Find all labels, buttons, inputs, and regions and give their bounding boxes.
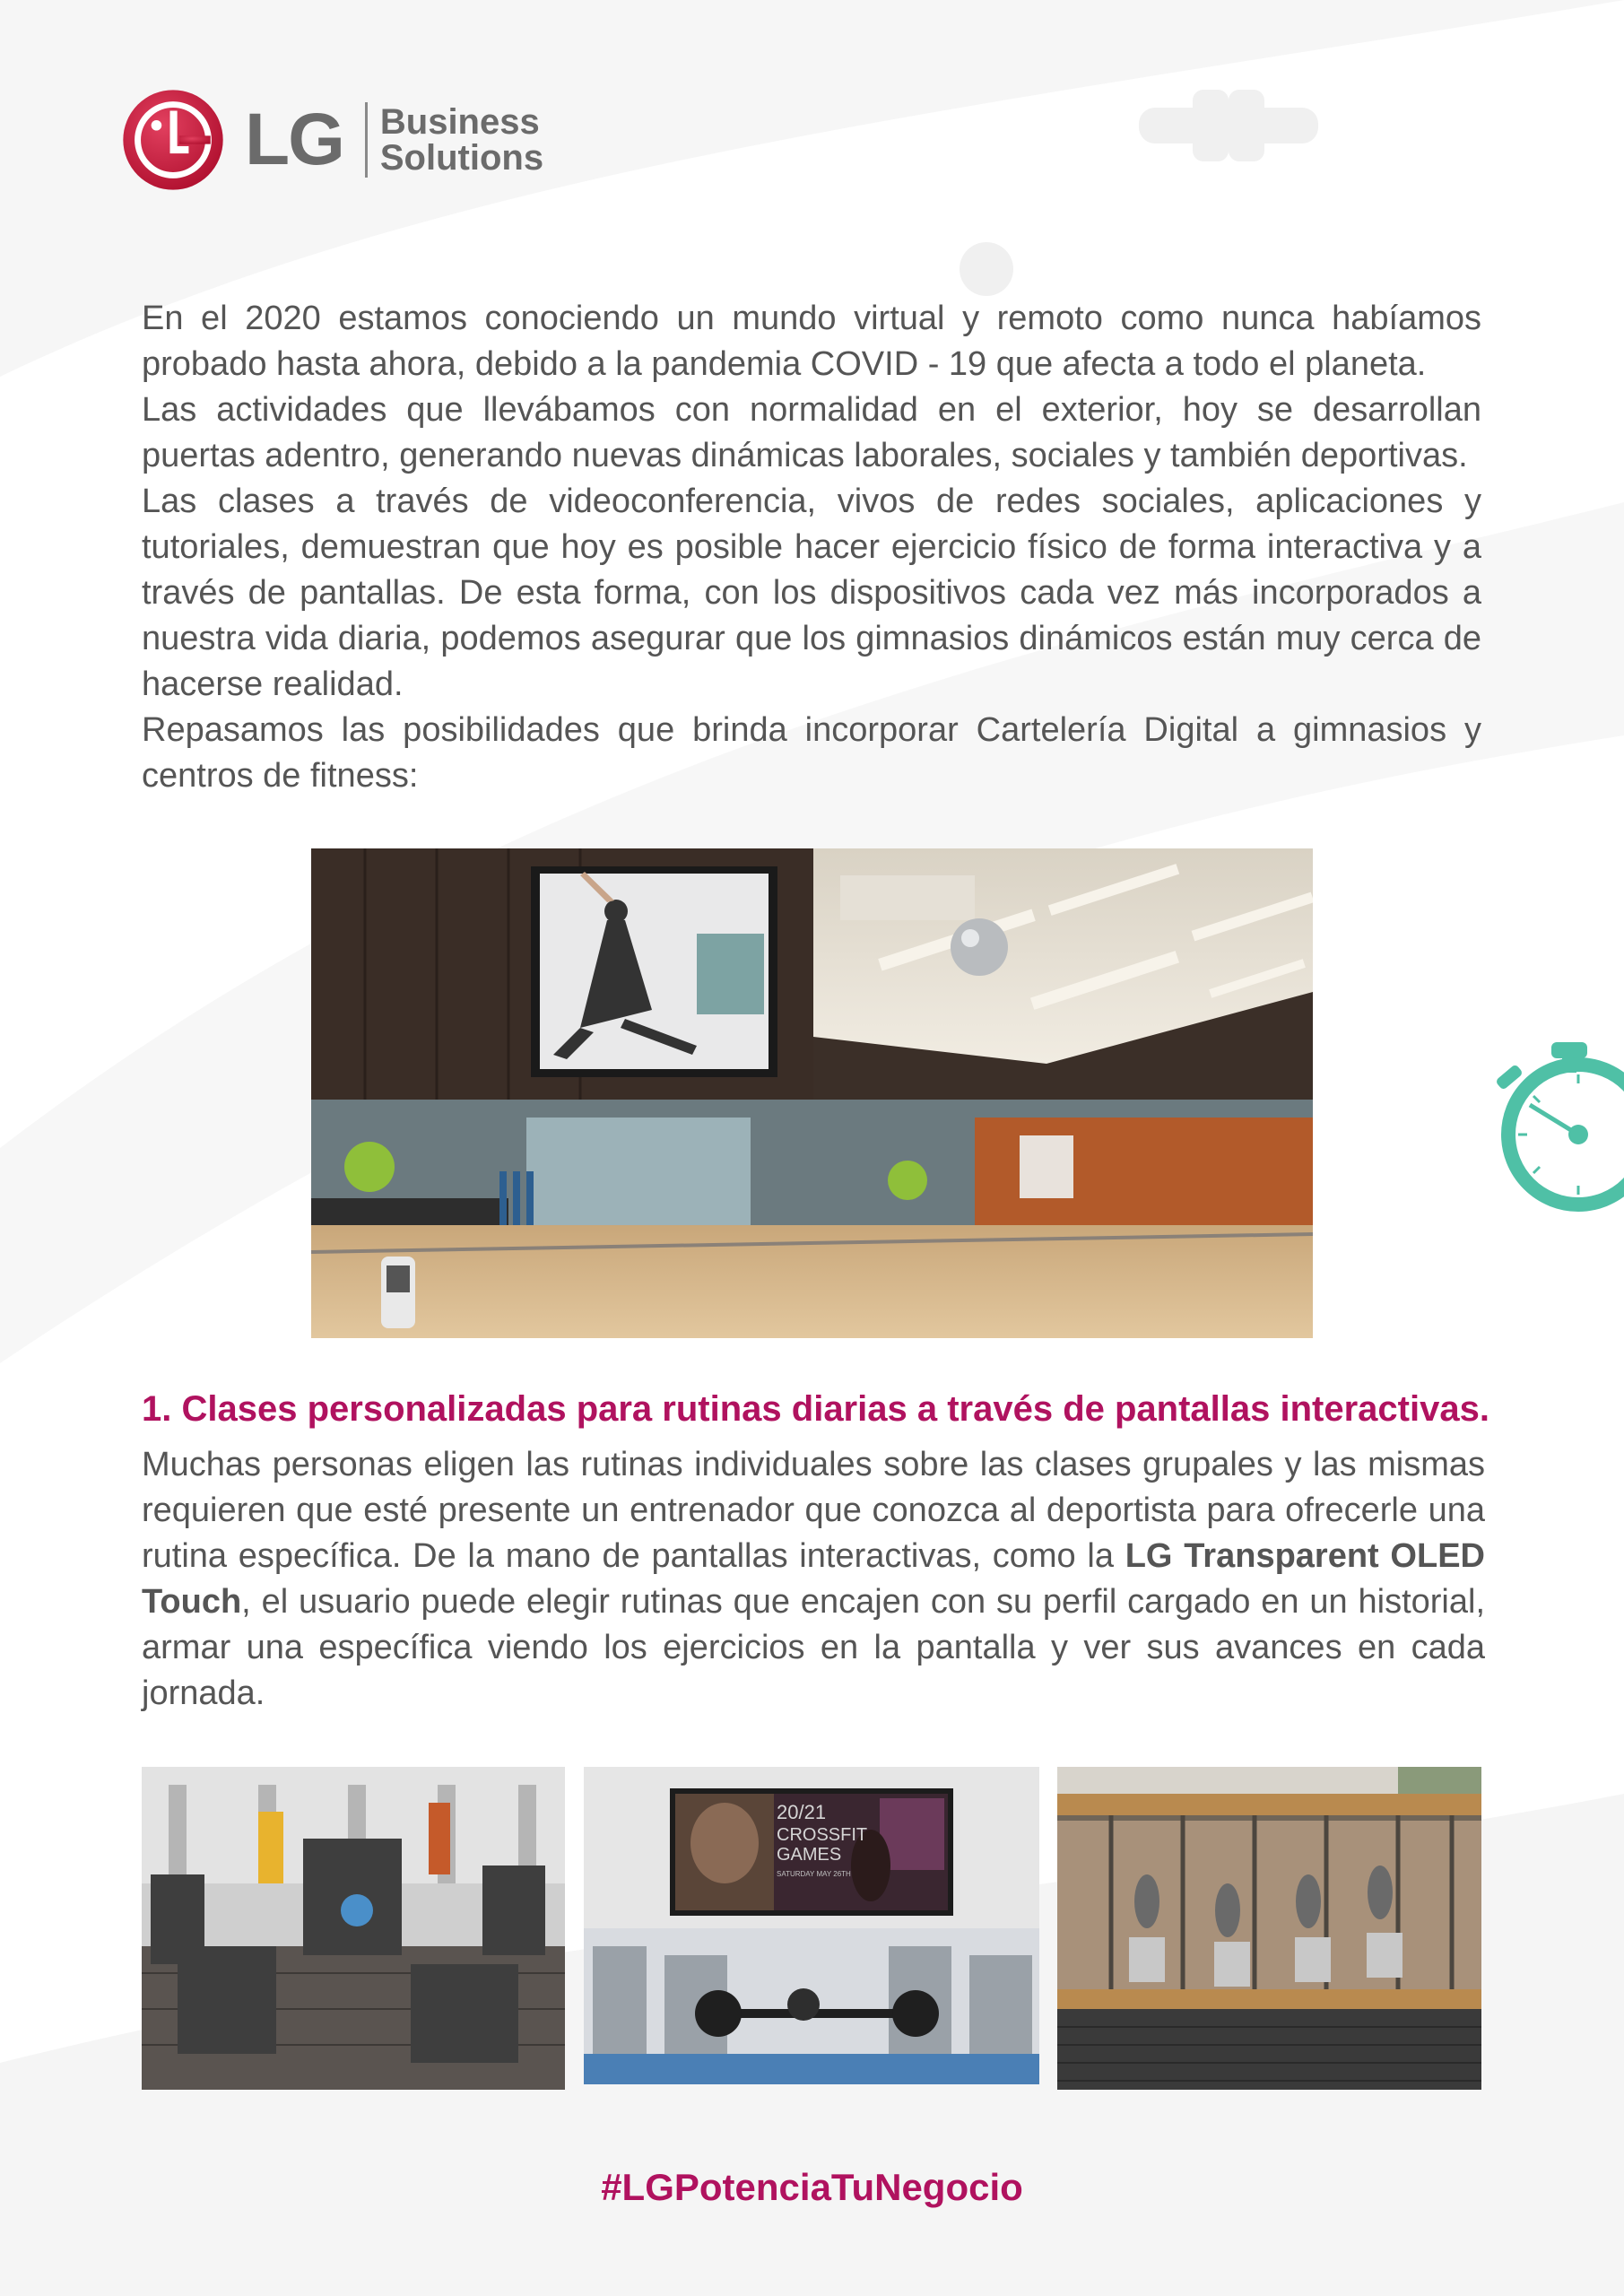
product-name-highlight: LG Transparent OLED Touch xyxy=(142,1537,1485,1621)
section-1-text-end: , el usuario puede elegir rutinas que encajen con su perfil cargado en un historial, armar una específica viendo los ejercicios en la pantalla y ver sus avances en cada jornada. xyxy=(142,1583,1485,1712)
screen-year-text: 20/21 xyxy=(777,1801,827,1823)
lg-face-logo-icon xyxy=(121,88,225,192)
glass-gym-building-image xyxy=(1057,1767,1481,2090)
glass-gym-illustration xyxy=(1057,1767,1481,2090)
campaign-hashtag: #LGPotenciaTuNegocio xyxy=(601,2166,1023,2208)
gym-floor-illustration xyxy=(142,1767,565,2090)
lg-business-solutions-logo xyxy=(121,86,587,194)
section-1-text-start: Muchas personas eligen las rutinas individuales sobre las clases grupales y las mismas requieren que esté presente un entrenador que conozca al deportista para ofrecerle una rutina específica. De la mano de pantallas interactivas, como la xyxy=(142,1446,1485,1575)
gym-studio-illustration xyxy=(311,848,1313,1338)
screen-date-text: SATURDAY MAY 26TH xyxy=(777,1870,851,1878)
intro-paragraph-1: En el 2020 estamos conociendo un mundo virtual y remoto como nunca habíamos probado hasta ahora, debido a la pandemia COVID - 19 que afecta a todo el planeta. xyxy=(142,300,1481,383)
logo-divider xyxy=(365,102,368,178)
intro-paragraph-3: Las clases a través de videoconferencia, vivos de redes sociales, aplicaciones y tutoriales, demuestran que hoy es posible hacer ejercicio físico de forma interactiva y a través de pantallas. De esta forma, con los dispositivos cada vez más incorporados a nuestra vida diaria, podemos asegurar que los gimnasios dinámicos están muy cerca de hacerse realidad. xyxy=(142,483,1481,703)
section-1-body xyxy=(142,1442,1485,1717)
crossfit-screen-image xyxy=(584,1767,1039,2084)
solutions-label: Solutions xyxy=(379,138,544,178)
business-solutions-label xyxy=(380,104,543,176)
screen-title-text: CROSSFIT xyxy=(777,1825,868,1845)
intro-text xyxy=(142,296,1481,799)
intro-paragraph-4: Repasamos las posibilidades que brinda incorporar Cartelería Digital a gimnasios y centros de fitness: xyxy=(142,711,1481,795)
lg-wordmark: LG xyxy=(245,99,343,180)
intro-paragraph-2: Las actividades que llevábamos con normalidad en el exterior, hoy se desarrollan puertas adentro, generando nuevas dinámicas laborales, sociales y también deportivas. xyxy=(142,391,1481,474)
stopwatch-icon xyxy=(1480,1031,1624,1229)
hero-gym-studio-image xyxy=(311,848,1313,1338)
section-1-paragraph xyxy=(142,1442,1485,1717)
business-label: Business xyxy=(379,102,540,142)
crossfit-screen-illustration xyxy=(584,1767,1039,2084)
section-1-title: 1. Clases personalizadas para rutinas diarias a través de pantallas interactivas. xyxy=(142,1389,1489,1429)
screen-subtitle-text: GAMES xyxy=(777,1845,842,1865)
gym-floor-image xyxy=(142,1767,565,2090)
